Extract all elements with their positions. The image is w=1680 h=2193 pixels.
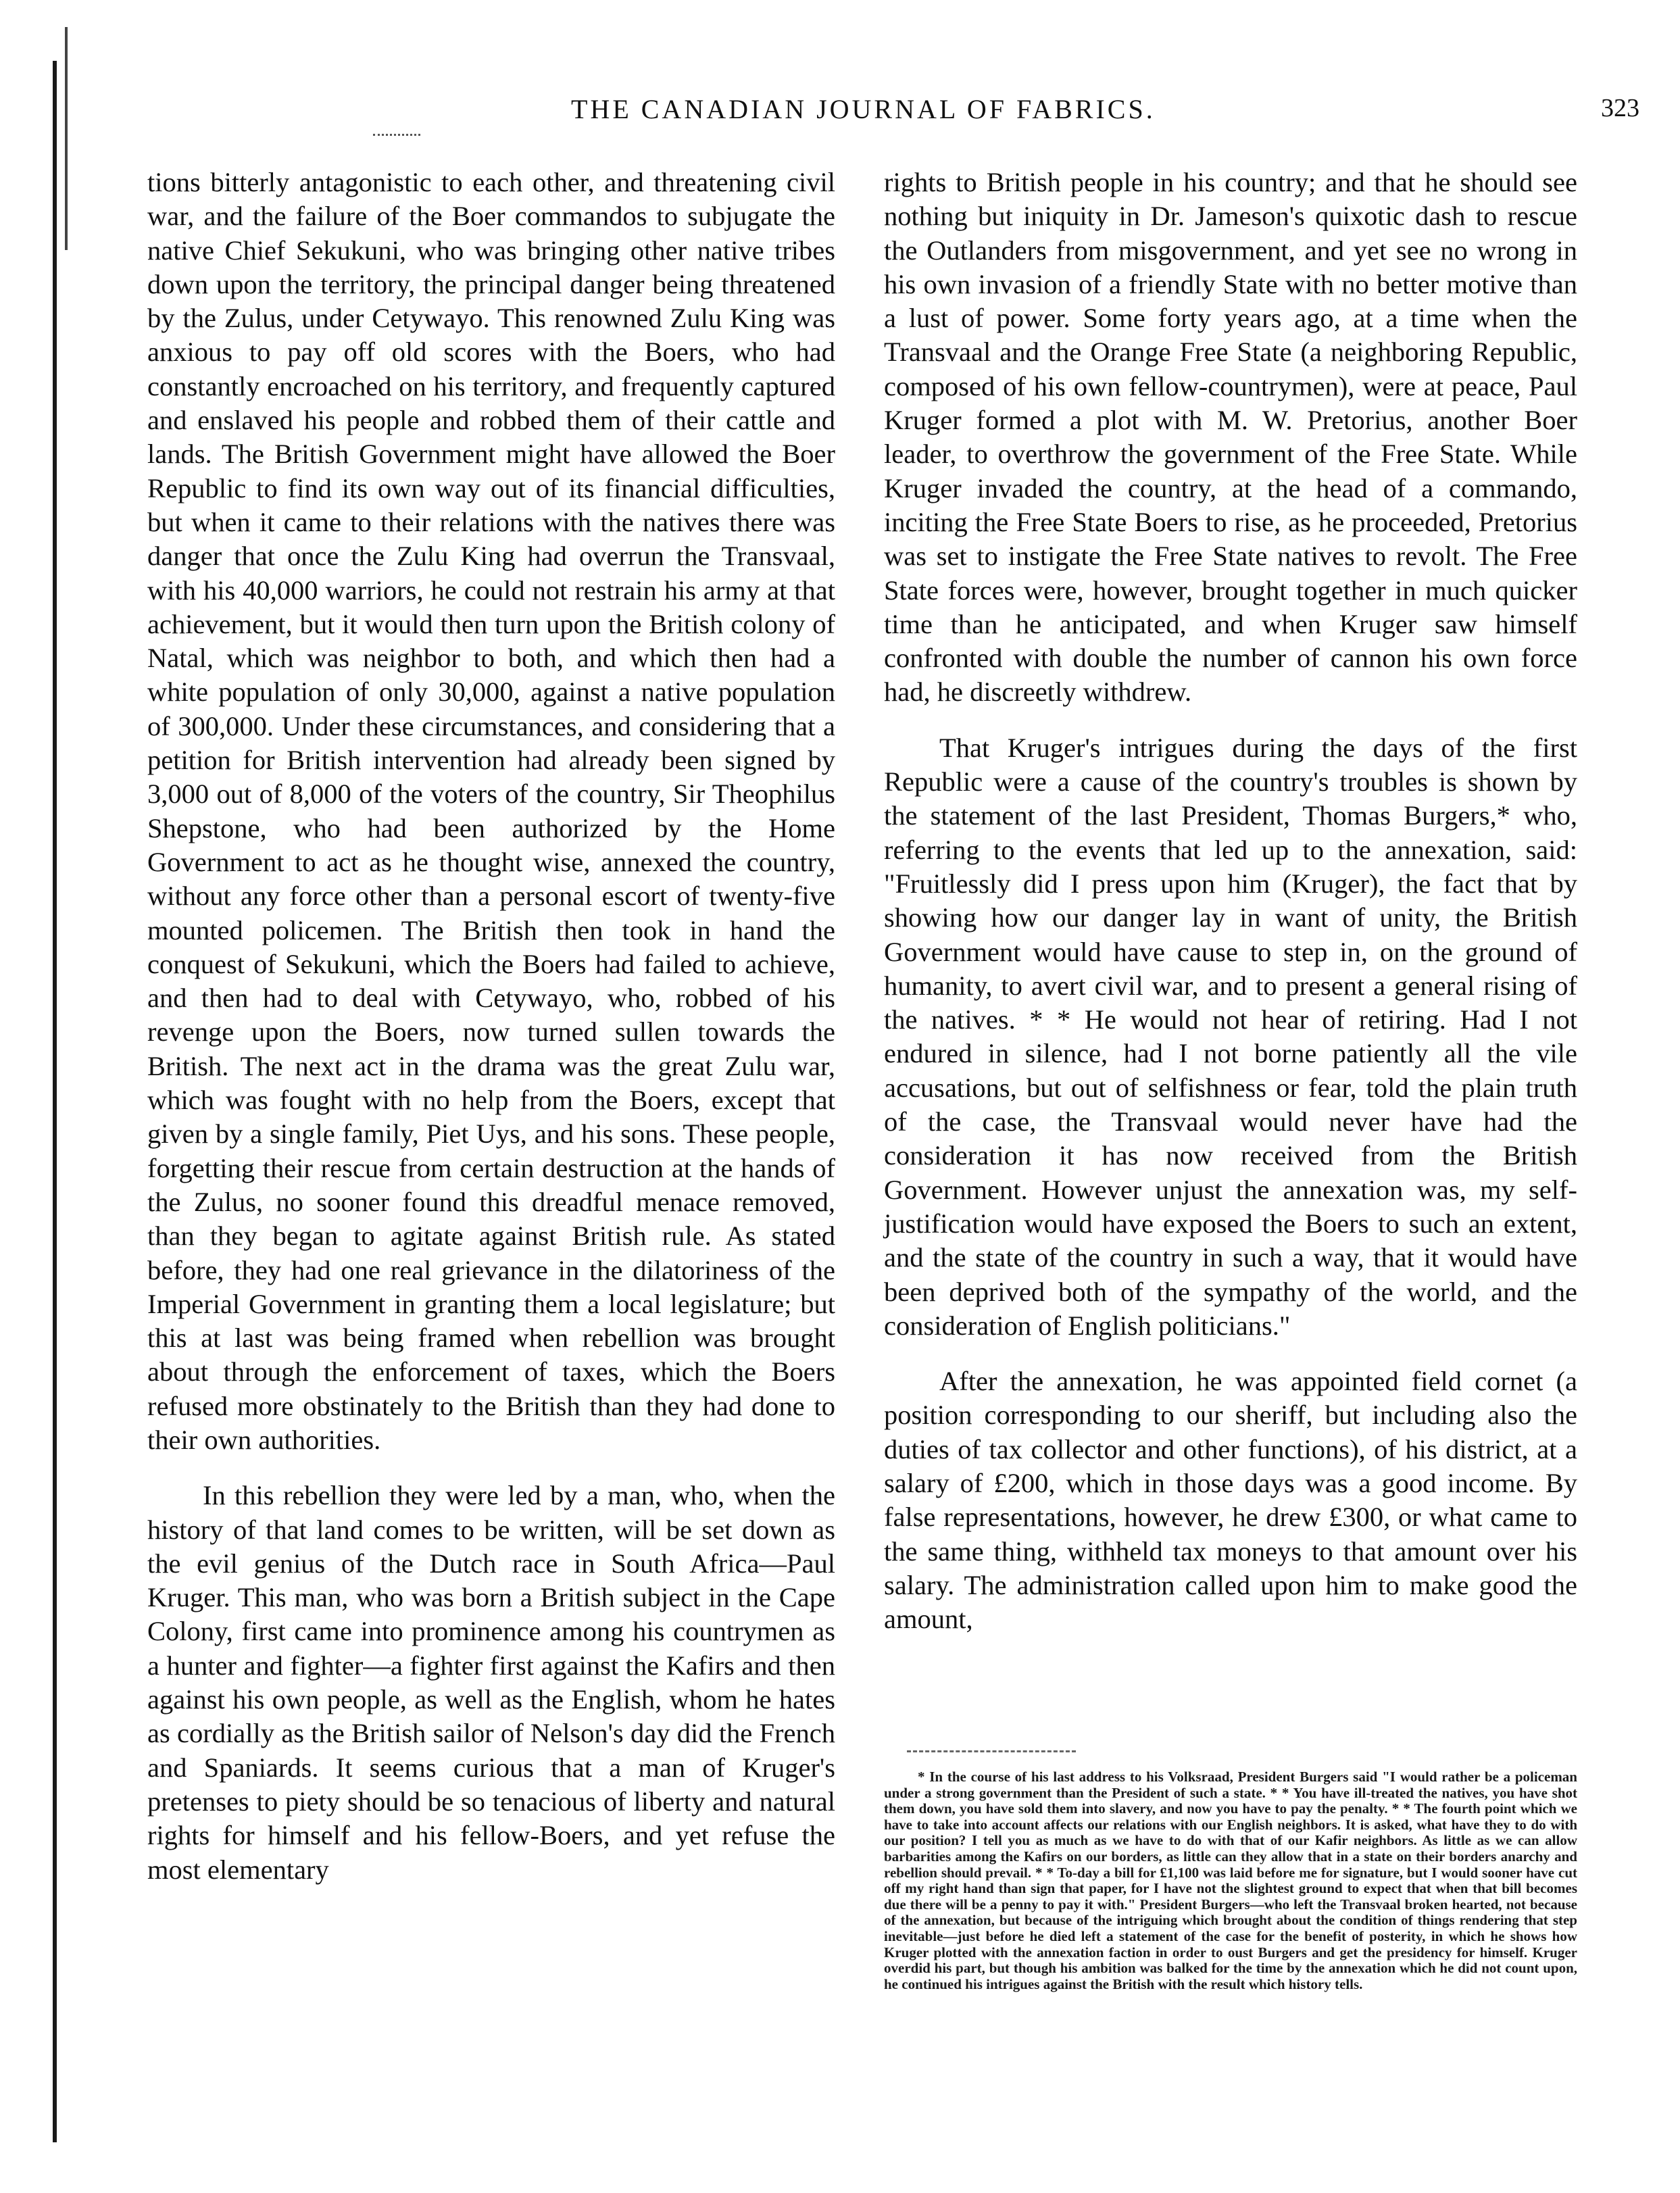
header-ornament — [373, 134, 420, 138]
right-paragraph-2: That Kruger's intrigues during the days of the first Republic were a cause of the country's troubles is shown by the statement of the last President, Thomas Burgers,* who, referring to the events that led up to the annexation, said: "Fruitlessly did I press upon him (Kruger), the fact that by showing how our danger lay in want of unity, the British Government would have cause to step in, on the ground of humanity, to avert civil war, and to present a general rising of the natives. * * He would not hear of retiring. Had I not endured in silence, had I not borne patiently all the vile accusations, but out of selfishness or fear, told the plain truth of the case, the Transvaal would never have had the consideration it has now received from the British Government. However unjust the annexation was, my self-justification would have exposed the Boers to such an extent, and the state of the country in such a way, that it would have been deprived both of the sympathy of the world, and the consideration of English politicians." — [884, 732, 1577, 1341]
right-column — [884, 166, 1577, 1658]
left-column — [147, 166, 835, 1908]
left-paragraph-2: In this rebellion they were led by a man, who, when the history of that land comes to be written, will be set down as the evil genius of the Dutch race in South Africa—Paul Kruger. This man, who was born a British subject in the Cape Colony, first came into prominence among his countrymen as a hunter and fighter—a fighter first against the Kafirs and then against his own people, as well as the English, whom he hates as cordially as the British sailor of Nelson's day did the French and Spaniards. It seems curious that a man of Kruger's pretenses to piety should be so tenacious of liberty and natural rights for himself and his fellow-Boers, and yet refuse the most elementary — [147, 1480, 835, 1885]
page-number: 323 — [1601, 94, 1639, 122]
right-paragraph-1: rights to British people in his country; and that he should see nothing but iniquity in Dr. Jameson's quixotic dash to rescue the Outlanders from misgovernment, and yet see no wrong in his own invasion of a friendly State with no better motive than a lust of power. Some forty years ago, at a time when the Transvaal and the Orange Free State (a neighboring Republic, composed of his own fellow-countrymen), were at peace, Paul Kruger formed a plot with M. W. Pretorius, another Boer leader, to overthrow the government of the Free State. While Kruger invaded the country, at the head of a commando, inciting the Free State Boers to rise, as he proceeded, Pretorius was set to instigate the Free State natives to revolt. The Free State forces were, however, brought together in much quicker time than he anticipated, and when Kruger saw himself confronted with double the number of cannon his own force had, he discreetly withdrew. — [884, 167, 1577, 708]
left-paragraph-1: tions bitterly antagonistic to each other, and threatening civil war, and the failure of the Boer commandos to subjugate the native Chief Sekukuni, who was bringing other native tribes down upon the territory, the principal danger being threatened by the Zulus, under Cetywayo. This renowned Zulu King was anxious to pay off old scores with the Boers, who had constantly encroached on his territory, and frequently captured and enslaved his people and robbed them of their cattle and lands. The British Government might have allowed the Boer Republic to find its own way out of its financial difficulties, but when it came to their relations with the natives there was danger that once the Zulu King had overrun the Transvaal, with his 40,000 warriors, he could not restrain his army at that achievement, but it would then turn upon the British colony of Natal, which was neighbor to both, and which then had a white population of only 30,000, against a native population of 300,000. Under these circumstances, and considering that a petition for British intervention had already been signed by 3,000 out of 8,000 of the voters of the country, Sir Theophilus Shepstone, who had been authorized by the Home Government to act as he thought wise, annexed the country, without any force other than a personal escort of twenty-five mounted policemen. The British then took in hand the conquest of Sekukuni, which the Boers had failed to achieve, and then had to deal with Cetywayo, who, robbed of his revenge upon the Boers, now turned sullen towards the British. The next act in the drama was the great Zulu war, which was fought with no help from the Boers, except that given by a single family, Piet Uys, and his sons. These people, forgetting their rescue from certain destruction at the hands of the Zulus, no sooner found this dreadful menace removed, than they began to agitate against British rule. As stated before, they had one real grievance in the dilatoriness of the Imperial Government in granting them a local legislature; but this at last was being framed when rebellion was brought about through the enforcement of taxes, which the Boers refused more obstinately to the British than they had done to their own authorities. — [147, 167, 835, 1455]
journal-title: THE CANADIAN JOURNAL OF FABRICS. — [571, 94, 1156, 124]
footnote-text: * In the course of his last address to his Volksraad, President Burgers said "I would rather be a policeman under a strong government than the President of such a state. * * You have ill-treated the natives, you have shot them down, you have sold them into slavery, and now you have to pay the penalty. * * The fourth point which we have to take into account affects our relations with our English neighbors. It is asked, what have they to do with our position? I tell you as much as we have to do with that of our Kafir neighbors. As little as we can allow barbarities among the Kafirs on our borders, as little can they allow that in a state on their borders anarchy and rebellion should prevail. * * To-day a bill for £1,100 was laid before me for signature, but I would sooner have cut off my right hand than sign that paper, for I have not the slightest ground to expect that when that bill becomes due there will be a penny to pay it with." President Burgers—who left the Transvaal broken hearted, not because of the annexation, but because of the intriguing which brought about the condition of things rendering that step inevitable—just before he died left a statement of the case for the benefit of posterity, in which he shows how Kruger plotted with the annexation faction in order to oust Burgers and get the presidency for himself. Kruger overdid his part, but though his ambition was balked for the time by the annexation which he did not count upon, he continued his intrigues against the British with the result which history tells. — [884, 1769, 1577, 1992]
page-spine-shadow — [65, 27, 68, 250]
footnote-separator — [907, 1750, 1076, 1754]
page-spine-edge — [53, 61, 57, 2142]
footnote — [884, 1769, 1577, 1992]
running-header — [0, 93, 1680, 134]
right-paragraph-3: After the annexation, he was appointed field cornet (a position corresponding to our sheriff, but including also the duties of tax collector and other functions), of his district, at a salary of £200, which in those days was a good income. By false representations, however, he drew £300, or what came to the same thing, withheld tax moneys to that amount over his salary. The administration called upon him to make good the amount, — [884, 1366, 1577, 1635]
